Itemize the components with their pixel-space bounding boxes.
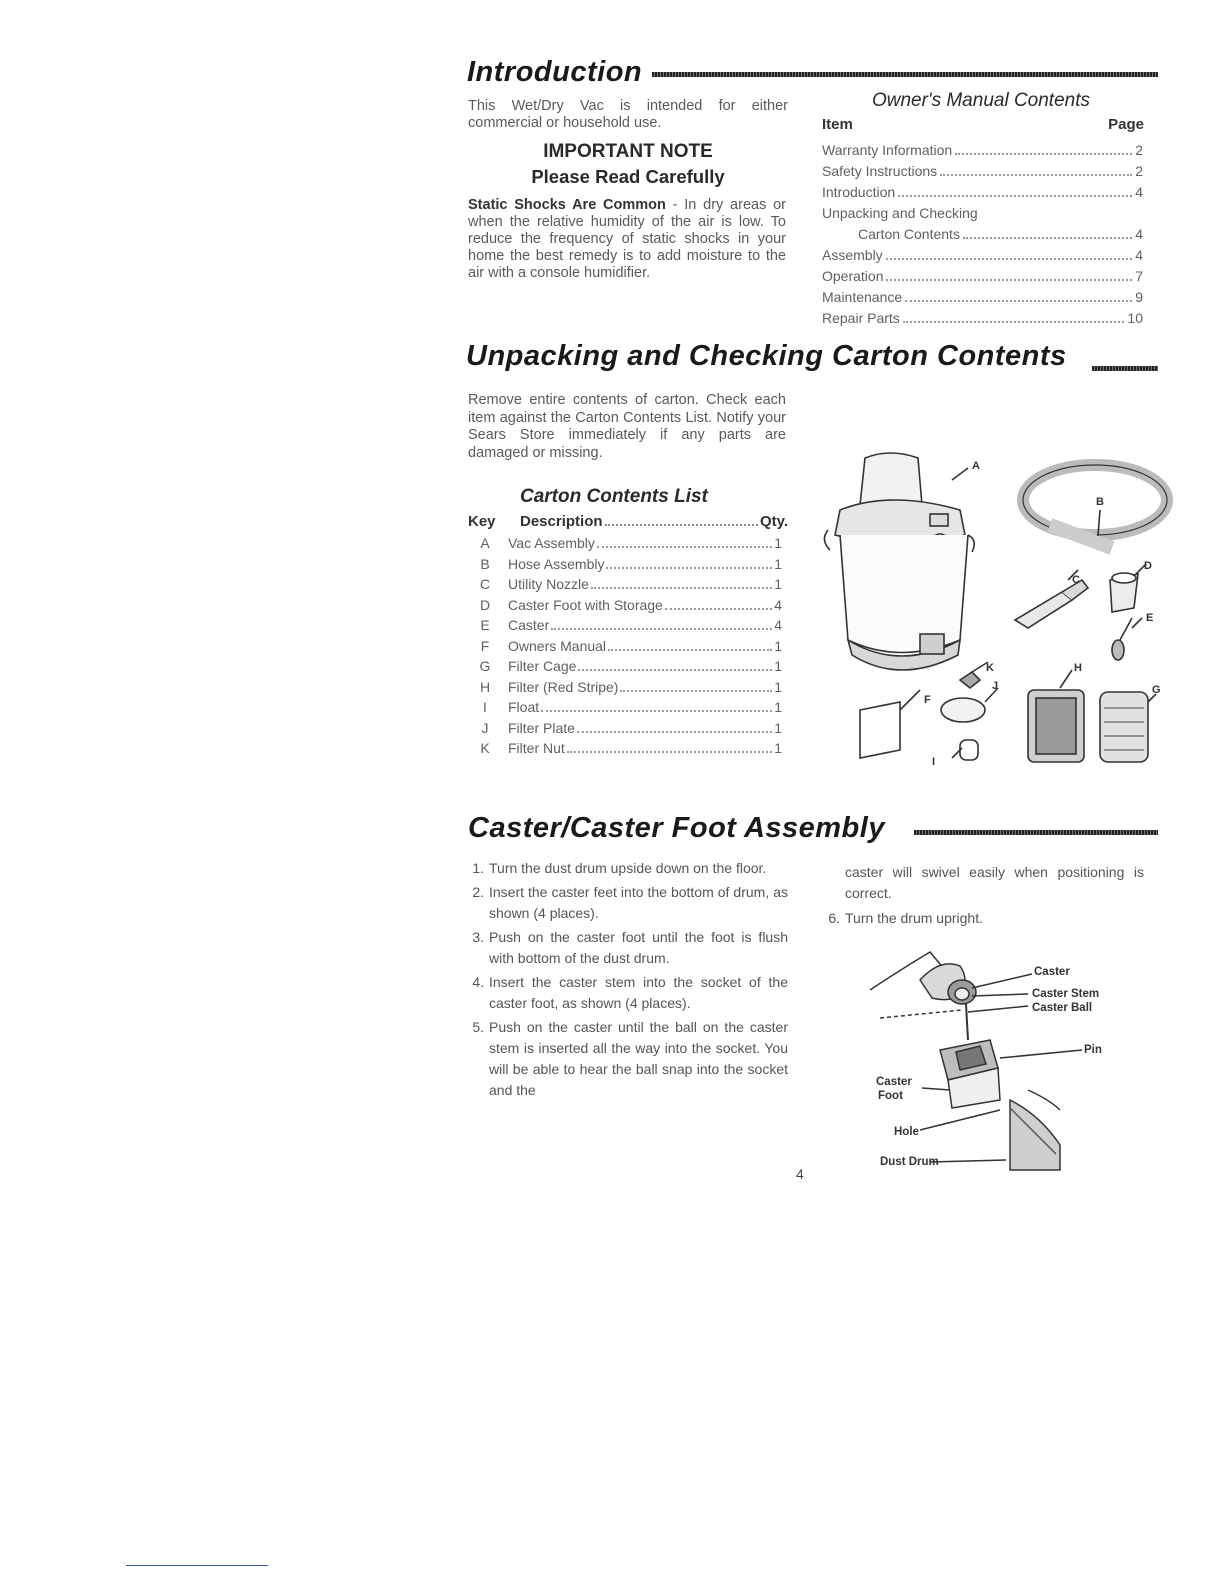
carton-list — [462, 533, 782, 759]
step-item: 4. Insert the caster stem into the socket of the caster foot, as shown (4 places). — [472, 974, 788, 1011]
figure-label-h: H — [1074, 662, 1082, 674]
caster-diagram — [860, 940, 1120, 1180]
label-caster: Caster — [1034, 966, 1070, 978]
step-item: 5. Push on the caster until the ball on the caster stem is inserted all the way into the socket. You will be able to hear the ball snap into the socket and the — [472, 1019, 788, 1098]
carton-col-desc: Description — [520, 513, 603, 530]
contents-entry: Repair Parts 10 — [822, 310, 1143, 326]
contents-entry: Assembly 4 — [822, 247, 1143, 263]
figure-label-a: A — [972, 460, 980, 472]
figure-label-e: E — [1146, 612, 1154, 624]
manual-contents-list — [822, 140, 1143, 329]
figure-label-g: G — [1152, 684, 1161, 696]
step-item: 2. Insert the caster feet into the bottom of drum, as shown (4 places). — [472, 884, 788, 921]
important-note-subheading: Please Read Carefully — [531, 166, 725, 187]
figure-label-k: K — [986, 662, 994, 674]
unpacking-paragraph: Remove entire contents of carton. Check each item against the Carton Contents List. Notify your Sears Store immediately if any parts are damaged or missing. — [468, 392, 786, 461]
figure-label-d: D — [1144, 560, 1152, 572]
carton-list-item: K Filter Nut 1 — [480, 740, 782, 756]
carton-list-header — [468, 513, 788, 530]
label-caster-ball: Caster Ball — [1032, 1002, 1093, 1014]
step-continuation: caster will swivel easily when positioning is correct. — [845, 864, 1144, 901]
unpacking-title: Unpacking and Checking Carton Contents — [466, 340, 1067, 372]
figure-label-b: B — [1096, 496, 1104, 508]
label-dust-drum: Dust Drum — [880, 1156, 939, 1168]
contents-entry: Warranty Information 2 — [822, 142, 1143, 158]
carton-contents-figure — [800, 440, 1190, 780]
caster-diagram-illustration — [860, 940, 1120, 1180]
page-number: 4 — [796, 1166, 804, 1182]
manual-contents-title: Owner's Manual Contents — [871, 90, 1090, 111]
figure-label-j: J — [992, 680, 999, 692]
carton-list-item: F Owners Manual 1 — [480, 637, 782, 654]
contents-entry: Carton Contents 4 — [858, 226, 1143, 242]
contents-col-item: Item — [822, 116, 853, 133]
figure-label-i: I — [932, 756, 936, 768]
contents-entry: Unpacking and Checking — [822, 205, 978, 221]
contents-entry: Introduction 4 — [822, 184, 1143, 200]
carton-list-item: D Caster Foot with Storage 4 — [479, 596, 782, 613]
step-item: 1. Turn the dust drum upside down on the floor. — [472, 860, 767, 876]
carton-list-item: G Filter Cage 1 — [479, 658, 782, 674]
figure-label-c: C — [1072, 574, 1080, 586]
step-item: 6. Turn the drum upright. — [828, 910, 983, 926]
introduction-title: Introduction — [467, 56, 643, 88]
manual-contents-header — [822, 116, 1144, 133]
label-caster-foot-line1: Caster — [876, 1076, 912, 1088]
caster-steps-left — [462, 858, 788, 1101]
label-pin: Pin — [1084, 1044, 1102, 1056]
bottom-rule — [126, 1565, 268, 1566]
contents-entry: Maintenance 9 — [822, 289, 1143, 305]
important-note-heading: IMPORTANT NOTE — [543, 141, 713, 162]
caster-assembly-rule — [914, 830, 1158, 835]
label-caster-foot-line2: Foot — [878, 1090, 903, 1102]
intro-paragraph: This Wet/Dry Vac is intended for either commercial or household use. — [468, 98, 788, 131]
caster-steps-right — [818, 862, 1144, 929]
carton-list-item: E Caster 4 — [480, 617, 782, 633]
introduction-rule — [652, 72, 1158, 77]
carton-list-item: C Utility Nozzle 1 — [479, 576, 782, 592]
contents-entry: Safety Instructions 2 — [822, 163, 1143, 179]
caster-assembly-title: Caster/Caster Foot Assembly — [468, 812, 885, 844]
carton-list-item: I Float 1 — [483, 699, 782, 715]
carton-list-item: A Vac Assembly 1 — [480, 535, 782, 551]
carton-list-title: Carton Contents List — [520, 486, 708, 507]
static-shocks-lead: Static Shocks Are Common — [468, 197, 666, 213]
unpacking-rule — [1092, 366, 1158, 371]
static-shocks-text: - In dry areas or when the relative humidity of the air is low. To reduce the frequency of static shocks in your home the best remedy is to add moisture to the air with a console humidifier. — [468, 197, 786, 281]
step-item: 3. Push on the caster foot until the foot is flush with bottom of the dust drum. — [472, 929, 788, 966]
contents-entry: Operation 7 — [822, 268, 1143, 284]
carton-col-qty: Qty. — [759, 513, 788, 530]
intro-text — [468, 98, 788, 132]
carton-list-item: J Filter Plate 1 — [481, 719, 782, 736]
carton-list-item: H Filter (Red Stripe) 1 — [479, 678, 782, 695]
label-hole: Hole — [894, 1126, 919, 1138]
carton-list-item: B Hose Assembly 1 — [480, 555, 782, 572]
label-caster-stem: Caster Stem — [1032, 988, 1100, 1000]
static-shocks-paragraph — [468, 197, 786, 282]
carton-col-key: Key — [468, 513, 496, 530]
carton-contents-illustration — [800, 440, 1190, 780]
figure-label-f: F — [924, 694, 931, 706]
contents-col-page: Page — [1108, 116, 1144, 133]
